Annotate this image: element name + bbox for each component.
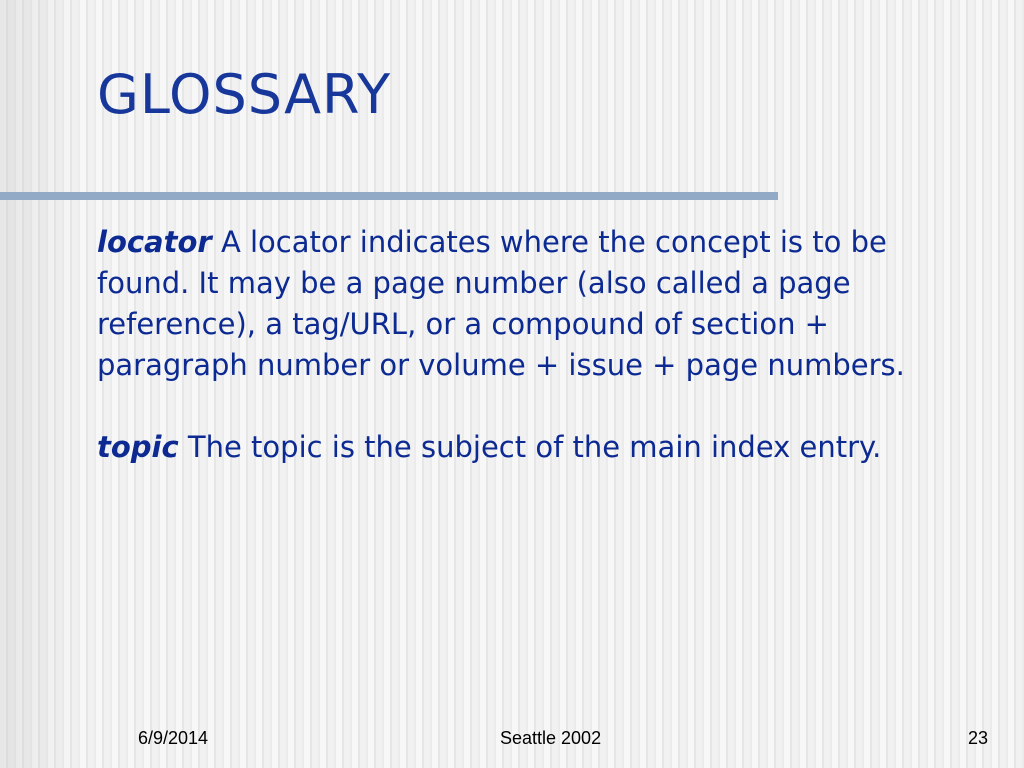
- footer-date: 6/9/2014: [138, 728, 209, 748]
- title-divider: [0, 192, 778, 200]
- glossary-entry-locator: [97, 222, 987, 386]
- glossary-term: locator: [97, 225, 212, 259]
- glossary-body: [97, 222, 987, 468]
- glossary-entry-topic: [97, 427, 987, 468]
- slide-title: GLOSSARY: [97, 63, 392, 126]
- background-shade: [0, 0, 80, 768]
- glossary-definition: The topic is the subject of the main index entry.: [187, 430, 882, 464]
- footer-page-number: 23: [967, 728, 988, 748]
- glossary-definition: A locator indicates where the concept is to be found. It may be a page number (also called a page reference), a tag/URL, or a compound of section + paragraph number or volume + issue + page numbers.: [97, 225, 905, 382]
- footer-center-text: Seattle 2002: [500, 728, 602, 748]
- glossary-term: topic: [97, 430, 179, 464]
